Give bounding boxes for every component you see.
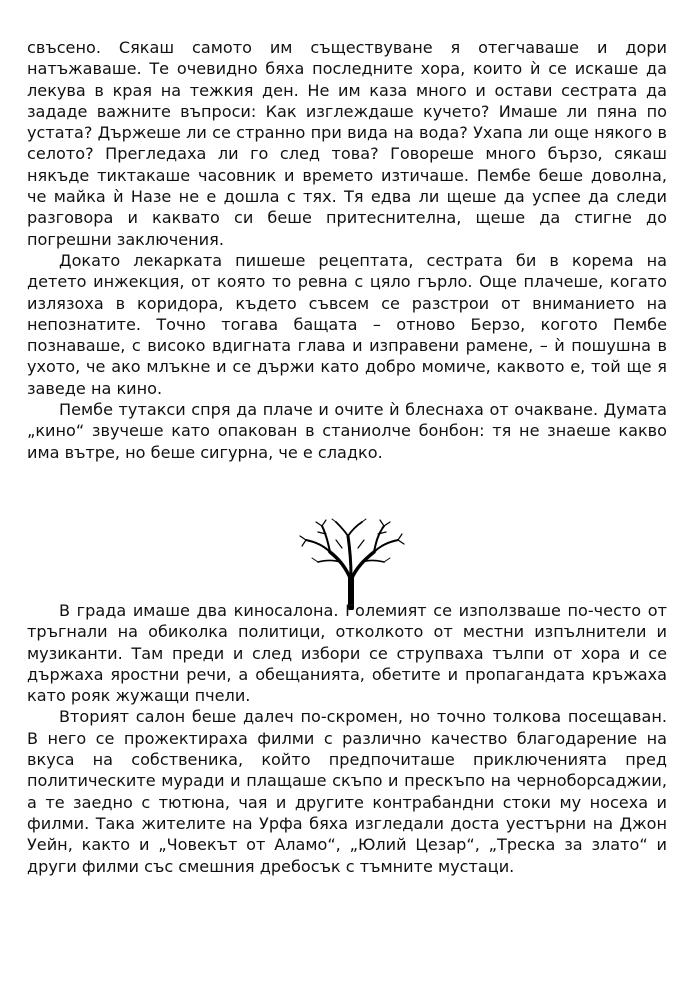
paragraph: Пембе тутакси спря да плаче и очите ѝ блеснаха от очакване. Думата „кино“ звучеше като опакован в станиолче бонбон: тя не знаеше какво има вътре, но беше сигурна, че е сладко. — [27, 400, 667, 462]
paragraph: свъсено. Сякаш самото им съществуване я отегчаваше и дори натъжаваше. Те очевидно бяха последните хора, които ѝ се искаше да лекува в края на тежкия ден. Не им каза много и остави сестрата да зададе важните въпроси: Как изглеждаше кучето? Имаше ли пяна по устата? Държеше ли се странно при вида на вода? Ухапа ли още някого в селото? Прегледаха ли го след това? Говореше много бързо, сякаш някъде тиктакаше часовник и времето изтичаше. Пембе беше доволна, че майка ѝ Назе не е дошла с тях. Тя едва ли щеше да успее да следи разговора и каквато си беше притеснителна, щеше да стигне до погрешни заключения. — [27, 38, 667, 249]
text-section-2 — [27, 600, 667, 877]
text-section-1 — [27, 37, 667, 463]
tree-divider-icon — [296, 518, 406, 610]
paragraph: Докато лекарката пишеше рецептата, сестрата би в корема на детето инжекция, от която то ревна с цяло гърло. Още плачеше, когато излязоха в коридора, където съвсем се разстрои от вниманието на непознатите. Точно тогава бащата – отново Берзо, когото Пембе познаваше, с високо вдигната глава и изправени рамене, – ѝ пошушна в ухото, че ако млъкне и се държи като добро момиче, каквото е, той ще я заведе на кино. — [27, 250, 667, 398]
paragraph: Вторият салон беше далеч по-скромен, но точно толкова посещаван. В него се прожектираха филми с различно качество благодарение на вкуса на собственика, който предпочиташе приключенията пред политическите муради и плащаше скъпо и прескъпо на черноборсаджии, а те заедно с тютюна, чая и другите контрабандни стоки му носеха и филми. Така жителите на Урфа бяха изгледали доста уестърни на Джон Уейн, както и „Човекът от Аламо“, „Юлий Цезар“, „Треска за злато“ и други филми със смешния дребосък с тъмните мустаци. — [27, 707, 667, 876]
paragraph: В града имаше два киносалона. Големият се използваше по-често от тръгнали на обиколка политици, отколкото от местни изпълнители и музиканти. Там преди и след избори се струпваха тълпи от хора и се държаха яростни речи, а обещанията, обетите и пропагандата кръжаха като рояк жужащи пчели. — [27, 601, 667, 706]
